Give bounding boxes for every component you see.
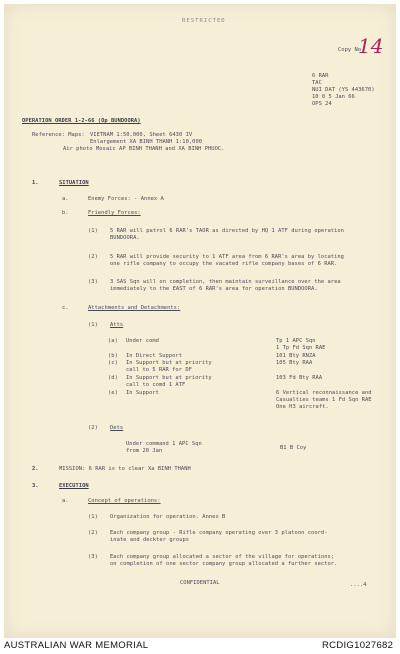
para-1b-letter: b. [62,210,69,216]
para-3a3-line-2: on completion of one sector company group allocated a further sector. [110,561,338,567]
section-1-number: 1. [32,180,39,186]
para-1b1-line-2: BUNDOORA. [110,235,140,241]
att-row-1-key: (a) [108,338,118,344]
section-1-title: SITUATION [59,180,89,186]
att-row-2-right: 1 Tp Fd Sqn RAE [276,345,326,351]
att-row-6-left: In Support but at priority [126,375,212,381]
para-1b3-num: (3) [88,279,98,285]
copy-no-label: Copy No [338,47,362,53]
att-row-8-right: 6 Vertical reconnaissance and [276,390,372,396]
section-2-number: 2. [32,466,39,472]
unit-line-5: OPS 24 [312,101,332,107]
att-row-4-left: In Support but at priority [126,360,212,366]
para-3a2-line-2: inate and deckter groups [110,537,190,543]
reference-line-2: Enlargement XA BINH THANH 1:10,000 [90,139,203,145]
para-1c-text: Attachments and Detachments: [88,305,181,311]
para-1c-letter: c. [62,305,69,311]
para-3a1-text: Organization for operation. Annex B [110,514,226,520]
att-row-8-key: (e) [108,390,118,396]
unit-line-3: NUI DAT (YS 443670) [312,87,375,93]
para-3a3-num: (3) [88,554,98,560]
footer-archive-name: AUSTRALIAN WAR MEMORIAL [4,640,149,651]
dets-label: Dets [110,425,124,431]
dets-line-1: Under command 1 APC Sqn [126,441,202,447]
unit-line-2: TAC [312,80,322,86]
para-1b2-line-1: 5 RAR will provide security to 1 ATF area from 6 RAR's area by locating [110,254,344,260]
para-1b3-line-1: 3 SAS Sqn will on completion, then maintain surveillance over the area [110,279,341,285]
para-3a1-num: (1) [88,514,98,520]
att-row-5-left: call to 5 RAR for DF [126,367,192,373]
para-1b3-line-2: immediately to the EAST of 6 RAR's area for operation BUNDOORA. [110,286,318,292]
document-page [4,4,396,638]
para-1b-text: Friendly Forces: [88,210,141,216]
section-3-title: EXECUTION [59,483,89,489]
att-row-1-right: Tp 1 APC Sqn [276,338,316,344]
para-3a-letter: a. [62,498,69,504]
para-3a2-line-1: Each company group - Rifle company operating over 3 platoon coord- [110,530,328,536]
dets-num: (2) [88,425,98,431]
para-3a-text: Concept of operations: [88,498,161,504]
att-row-3-left: In Direct Support [126,353,183,359]
copy-number-handwritten: 14 [358,34,384,58]
para-3a3-line-1: Each company group allocated a sector of the village for operations; [110,554,335,560]
para-1b1-num: (1) [88,228,98,234]
reference-label: Reference: Maps: [32,132,85,138]
para-1a-text: Enemy Forces: - Annex A [88,196,164,202]
para-3a2-num: (2) [88,530,98,536]
att-row-3-right: 101 Bty RNZA [276,353,316,359]
att-row-6-key: (d) [108,375,118,381]
continuation-marker: ....4 [350,582,367,588]
para-1b2-line-2: one rifle company to occupy the vacated rifle company bases of 6 RAR. [110,261,338,267]
att-row-4-key: (c) [108,360,118,366]
reference-line-3: Air photo Mosaic AP BINH THANH and XA BINH PHUOC. [63,146,225,152]
classification-bottom: CONFIDENTIAL [180,580,220,586]
footer-record-id: RCDIG1027682 [322,640,394,651]
para-1b1-line-1: 5 RAR will patrol 6 RAR's TAOR as directed by HQ 1 ATF during operation [110,228,344,234]
att-row-9-right: Casualties teams 1 Fd Sqn RAE [276,397,372,403]
att-row-8-left: In Support [126,390,159,396]
atts-label: Atts [110,322,124,328]
dets-right: B1 B Coy [280,445,307,451]
reference-line-1: VIETNAM 1:50,000, Sheet 6430 IV [90,132,193,138]
att-row-4-right: 105 Bty RAA [276,360,313,366]
att-row-3-key: (b) [108,353,118,359]
unit-line-1: 6 RAR [312,73,329,79]
att-row-7-left: call to comd 1 ATF [126,382,186,388]
section-3-number: 3. [32,483,39,489]
section-2-text: MISSION: 6 RAR is to clear Xa BINH THANH [59,466,191,472]
att-row-1-left: Under comd [126,338,159,344]
para-1a-letter: a. [62,196,69,202]
classification-top: RESTRICTED [182,18,226,24]
dets-line-2: from 20 Jan [126,448,163,454]
att-row-10-right: One H3 aircraft. [276,404,329,410]
para-1b2-num: (2) [88,254,98,260]
att-row-6-right: 103 Fd Bty RAA [276,375,323,381]
unit-line-4: 10 0 5 Jan 66 [312,94,355,100]
atts-num: (1) [88,322,98,328]
order-title: OPERATION ORDER 1-2-66 (Op BUNDOORA) [22,118,141,124]
